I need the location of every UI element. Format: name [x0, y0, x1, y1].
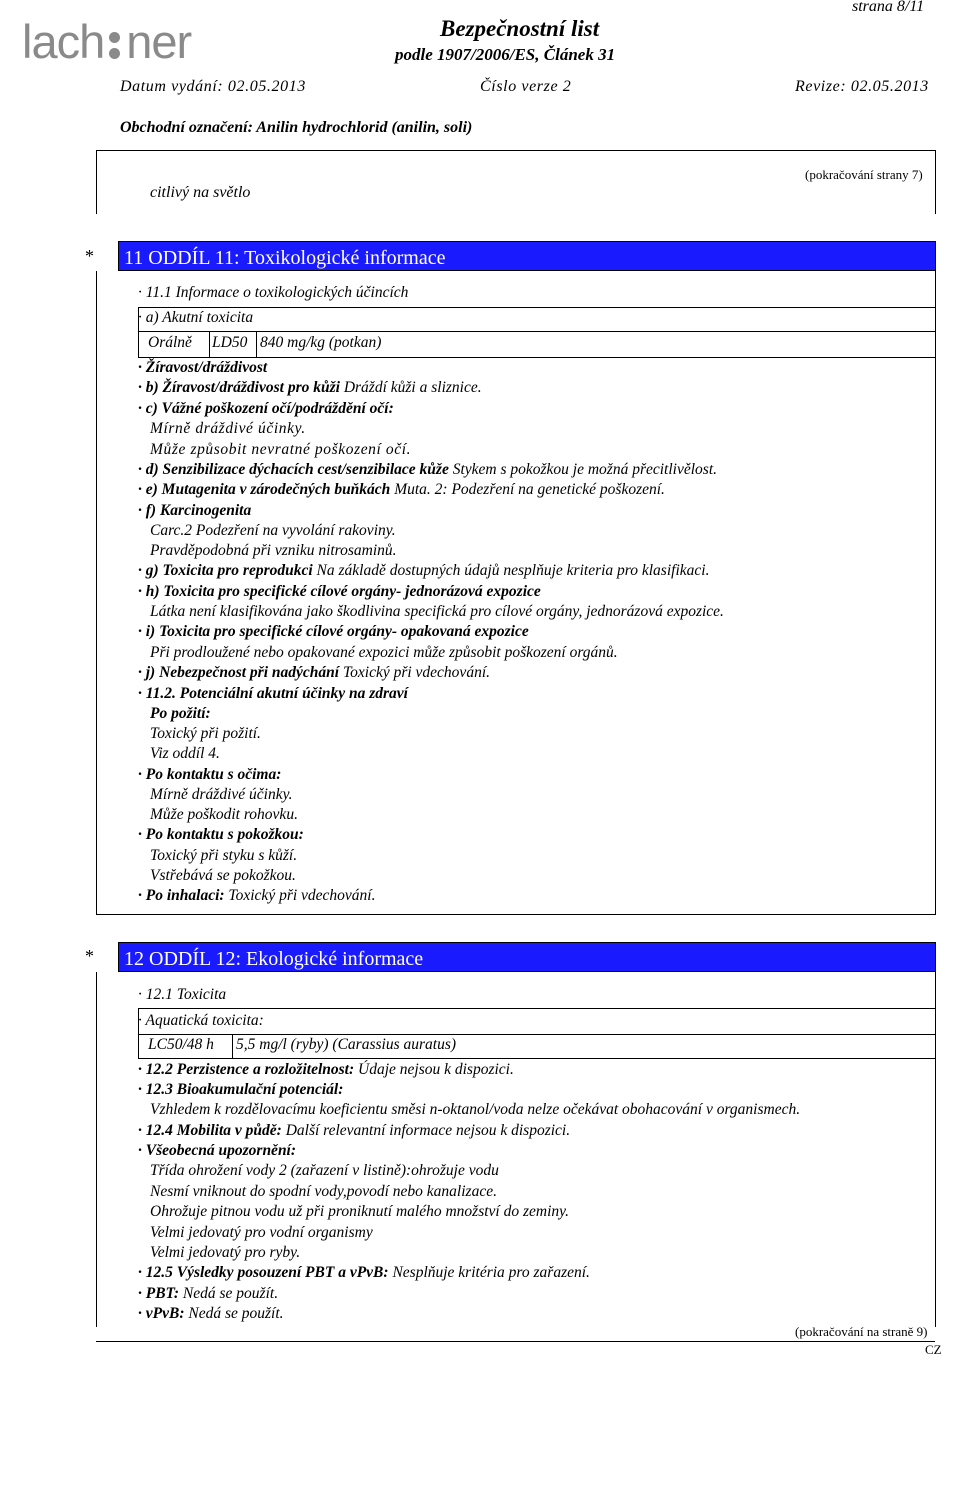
eye-contact-text-1: Mírně dráždivé účinky. — [150, 786, 293, 803]
logo-text-left: lach — [22, 15, 105, 68]
inhalation-text: Toxický při vdechování. — [228, 887, 376, 904]
lc50-table-divider — [138, 1034, 936, 1035]
skin-contact-text-2: Vstřebává se pokožkou. — [150, 867, 296, 884]
continued-from-page: (pokračování strany 7) — [805, 167, 923, 182]
revision-date: Revize: 02.05.2013 — [795, 78, 929, 95]
vpvb-text: Nedá se použít. — [188, 1305, 284, 1322]
aspiration-text: Toxický při vdechování. — [342, 664, 490, 681]
document-subtitle: podle 1907/2006/ES, Článek 31 — [395, 45, 616, 64]
general-note-1: Třída ohrožení vody 2 (zařazení v listině):ohrožuje vodu — [150, 1162, 499, 1179]
section-12-title: 12 ODDÍL 12: Ekologické informace — [124, 948, 424, 970]
eye-contact-label: · Po kontaktu s očima: — [138, 766, 282, 783]
reproductive-text: Na základě dostupných údajů nesplňuje kriteria pro klasifikaci. — [316, 562, 710, 579]
eye-damage-label: · c) Vážné poškození očí/podráždění očí: — [138, 400, 394, 417]
reproductive-line — [138, 562, 709, 580]
persistence-line — [138, 1061, 514, 1079]
general-note-2: Nesmí vniknout do spodní vody,povodí nebo kanalizace. — [150, 1183, 497, 1200]
ingestion-text-2: Viz oddíl 4. — [150, 745, 220, 762]
section-11-change-marker: * — [85, 246, 94, 266]
document-title: Bezpečnostní list — [440, 16, 600, 41]
pbt-assessment-line — [138, 1264, 590, 1282]
carcinogenicity-text-1: Carc.2 Podezření na vyvolání rakoviny. — [150, 522, 396, 539]
continued-on-page: (pokračování na straně 9) — [795, 1324, 928, 1339]
inhalation-label: · Po inhalaci: — [138, 887, 225, 904]
issue-date: Datum vydání: 02.05.2013 — [120, 78, 306, 95]
vpvb-line — [138, 1305, 284, 1323]
sensitization-text: Stykem s pokožkou je možná přecitlivělost. — [452, 461, 717, 478]
general-notes-label: · Všeobecná upozornění: — [138, 1142, 297, 1159]
trade-name: Obchodní označení: Anilin hydrochlorid (anilin, soli) — [120, 119, 473, 136]
pbt-assessment-label: · 12.5 Výsledky posouzení PBT a vPvB: — [138, 1264, 389, 1281]
reproductive-label: · g) Toxicita pro reprodukci — [138, 562, 313, 579]
ld50-col-divider-2 — [256, 331, 257, 358]
section-11-header — [118, 241, 936, 271]
mobility-text: Další relevantní informace nejsou k dispozici. — [285, 1122, 571, 1139]
skin-corrosion-label: · b) Žíravost/dráždivost pro kůži — [138, 379, 340, 396]
general-note-5: Velmi jedovatý pro ryby. — [150, 1244, 301, 1261]
carcinogenicity-text-2: Pravděpodobná při vzniku nitrosaminů. — [150, 542, 397, 559]
ingestion-text-1: Toxický při požití. — [150, 725, 261, 742]
persistence-label: · 12.2 Perzistence a rozložitelnost: — [138, 1061, 355, 1078]
ld50-parameter: LD50 — [212, 334, 248, 351]
s12-1-heading: · 12.1 Toxicita — [138, 986, 227, 1003]
logo-text-right: ner — [126, 15, 192, 68]
pbt-text: Nedá se použít. — [182, 1285, 279, 1302]
mutagenicity-label: · e) Mutagenita v zárodečných buňkách — [138, 481, 391, 498]
aspiration-label: · j) Nebezpečnost při nadýchání — [138, 664, 340, 681]
mutagenicity-line — [138, 481, 665, 499]
sensitization-line — [138, 461, 717, 479]
ingestion-label: Po požití: — [150, 705, 211, 722]
lc50-value: 5,5 mg/l (ryby) (Carassius auratus) — [236, 1036, 457, 1053]
bioaccumulation-text: Vzhledem k rozdělovacímu koeficientu směsi n-oktanol/voda nelze očekávat obohacování v organismech. — [150, 1101, 801, 1118]
pbt-label: · PBT: — [138, 1285, 180, 1302]
ld50-col-divider-1 — [209, 331, 210, 358]
version-number: Číslo verze 2 — [480, 78, 572, 95]
s11-1-heading: · 11.1 Informace o toxikologických účincích — [138, 284, 409, 301]
persistence-text: Údaje nejsou k dispozici. — [358, 1061, 514, 1078]
stot-repeated-text: Při prodloužené nebo opakované expozici může způsobit poškození orgánů. — [150, 644, 618, 661]
pbt-line — [138, 1285, 278, 1303]
corrosion-label: · Žíravost/dráždivost — [138, 359, 268, 376]
ld50-table — [138, 307, 936, 358]
vpvb-label: · vPvB: — [138, 1305, 185, 1322]
lc50-col-divider — [232, 1034, 233, 1059]
bioaccumulation-label: · 12.3 Bioakumulační potenciál: — [138, 1081, 344, 1098]
skin-corrosion-text: Dráždí kůži a sliznice. — [343, 379, 482, 396]
ld50-route: Orálně — [148, 334, 192, 351]
pbt-assessment-text: Nesplňuje kritéria pro zařazení. — [392, 1264, 590, 1281]
section-12-change-marker: * — [85, 946, 94, 966]
ld50-value: 840 mg/kg (potkan) — [260, 334, 382, 351]
skin-contact-text-1: Toxický při styku s kůží. — [150, 847, 298, 864]
mobility-line — [138, 1122, 570, 1140]
language-code: CZ — [925, 1342, 942, 1357]
eye-contact-text-2: Může poškodit rohovku. — [150, 806, 298, 823]
section-12-header — [118, 942, 936, 972]
aquatic-toxicity-label: · Aquatická toxicita: — [138, 1012, 264, 1029]
eye-damage-text-2: Může způsobit nevratné poškození očí. — [150, 441, 412, 458]
general-note-4: Velmi jedovatý pro vodní organismy — [150, 1224, 373, 1241]
stot-single-label: · h) Toxicita pro specifické cílové orgány- jednorázová expozice — [138, 583, 541, 600]
lc50-parameter: LC50/48 h — [148, 1036, 214, 1053]
mutagenicity-text: Muta. 2: Podezření na genetické poškození. — [394, 481, 665, 498]
page-number: strana 8/11 — [852, 0, 925, 15]
skin-contact-label: · Po kontaktu s pokožkou: — [138, 826, 304, 843]
aspiration-line — [138, 664, 490, 682]
carcinogenicity-label: · f) Karcinogenita — [138, 502, 252, 519]
stot-single-text: Látka není klasifikována jako škodlivina specifická pro cílové orgány, jednorázová expozice. — [150, 603, 724, 620]
section-11-title: 11 ODDÍL 11: Toxikologické informace — [124, 247, 446, 269]
company-logo — [22, 14, 191, 69]
ld50-table-divider — [138, 331, 936, 332]
inhalation-line — [138, 887, 375, 905]
acute-toxicity-label: · a) Akutní toxicita — [138, 309, 254, 326]
logo-colon-icon — [105, 28, 125, 58]
s11-2-heading: · 11.2. Potenciální akutní účinky na zdraví — [138, 685, 408, 702]
general-note-3: Ohrožuje pitnou vodu už při proniknutí malého množství do zeminy. — [150, 1203, 570, 1220]
stot-repeated-label: · i) Toxicita pro specifické cílové orgány- opakovaná expozice — [138, 623, 529, 640]
mobility-label: · 12.4 Mobilita v půdě: — [138, 1122, 282, 1139]
eye-damage-text-1: Mírně dráždivé účinky. — [150, 420, 306, 437]
light-sensitive-note: citlivý na světlo — [150, 184, 251, 201]
footer-rule — [96, 1341, 935, 1342]
skin-corrosion-line — [138, 379, 482, 397]
sensitization-label: · d) Senzibilizace dýchacích cest/senzibilace kůže — [138, 461, 449, 478]
